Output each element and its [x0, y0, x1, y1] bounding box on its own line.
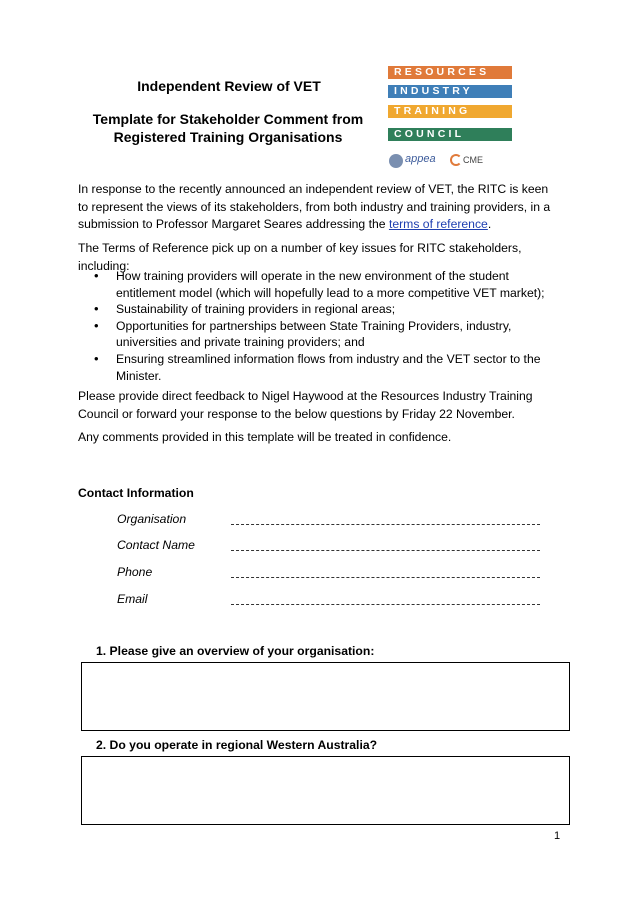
contact-row-contact-name [117, 536, 547, 554]
contact-row-phone [117, 563, 547, 581]
contact-row-organisation [117, 510, 547, 528]
question-1: 1. Please give an overview of your organisation: [96, 644, 375, 658]
logo-bar-council: COUNCIL [388, 128, 512, 141]
appea-logo-text: appea [405, 153, 436, 165]
feedback-paragraph: Please provide direct feedback to Nigel Haywood at the Resources Industry Training Council or forward your response to the below questions by Friday 22 November. [78, 389, 533, 421]
confidential-note: Any comments provided in this template will be treated in confidence. [78, 430, 452, 444]
email-field[interactable] [231, 604, 540, 605]
list-item: • How training providers will operate in the new environment of the student entitlement model (which will hopefully lead to a more competitive VET market); [78, 268, 560, 301]
answer-box-2[interactable] [81, 756, 570, 825]
page-number: 1 [554, 830, 561, 842]
logo-bar-training: TRAINING [388, 105, 512, 118]
contact-name-label: Contact Name [117, 538, 195, 552]
document-subtitle-line1: Template for Stakeholder Comment from [92, 111, 364, 127]
list-item: • Opportunities for partnerships between State Training Providers, industry, universities and private training providers; and [78, 318, 560, 351]
appea-logo-icon [389, 154, 403, 168]
list-item: • Sustainability of training providers in regional areas; [78, 301, 560, 318]
logo-bar-industry: INDUSTRY [388, 85, 512, 98]
cme-logo-text: CME [463, 155, 483, 165]
document-subtitle-line2: Registered Training Organisations [113, 129, 343, 145]
logo-bar-resources: RESOURCES [388, 66, 512, 79]
email-label: Email [117, 592, 148, 606]
terms-of-reference-link[interactable]: terms of reference [388, 217, 488, 232]
answer-box-1[interactable] [81, 662, 570, 731]
organisation-label: Organisation [117, 512, 187, 526]
contact-heading: Contact Information [78, 486, 194, 500]
contact-row-email [117, 590, 547, 608]
contact-name-field[interactable] [231, 550, 540, 551]
question-2: 2. Do you operate in regional Western Australia? [96, 738, 378, 752]
phone-field[interactable] [231, 577, 540, 578]
key-issues-list [78, 268, 560, 384]
intro-paragraph: In response to the recently announced an independent review of VET, the RITC is keen to represent the views of its stakeholders, from both industry and training providers, in a submission to Professor Margaret Seares addressing the terms of reference. [78, 182, 551, 232]
cme-logo-icon [450, 154, 462, 166]
phone-label: Phone [117, 565, 153, 579]
organisation-field[interactable] [231, 524, 540, 525]
document-title: Independent Review of VET [137, 78, 321, 94]
list-item: • Ensuring streamlined information flows from industry and the VET sector to the Minister. [78, 351, 560, 384]
terms-intro: The Terms of Reference pick up on a number of key issues for RITC stakeholders, including: [78, 241, 522, 273]
